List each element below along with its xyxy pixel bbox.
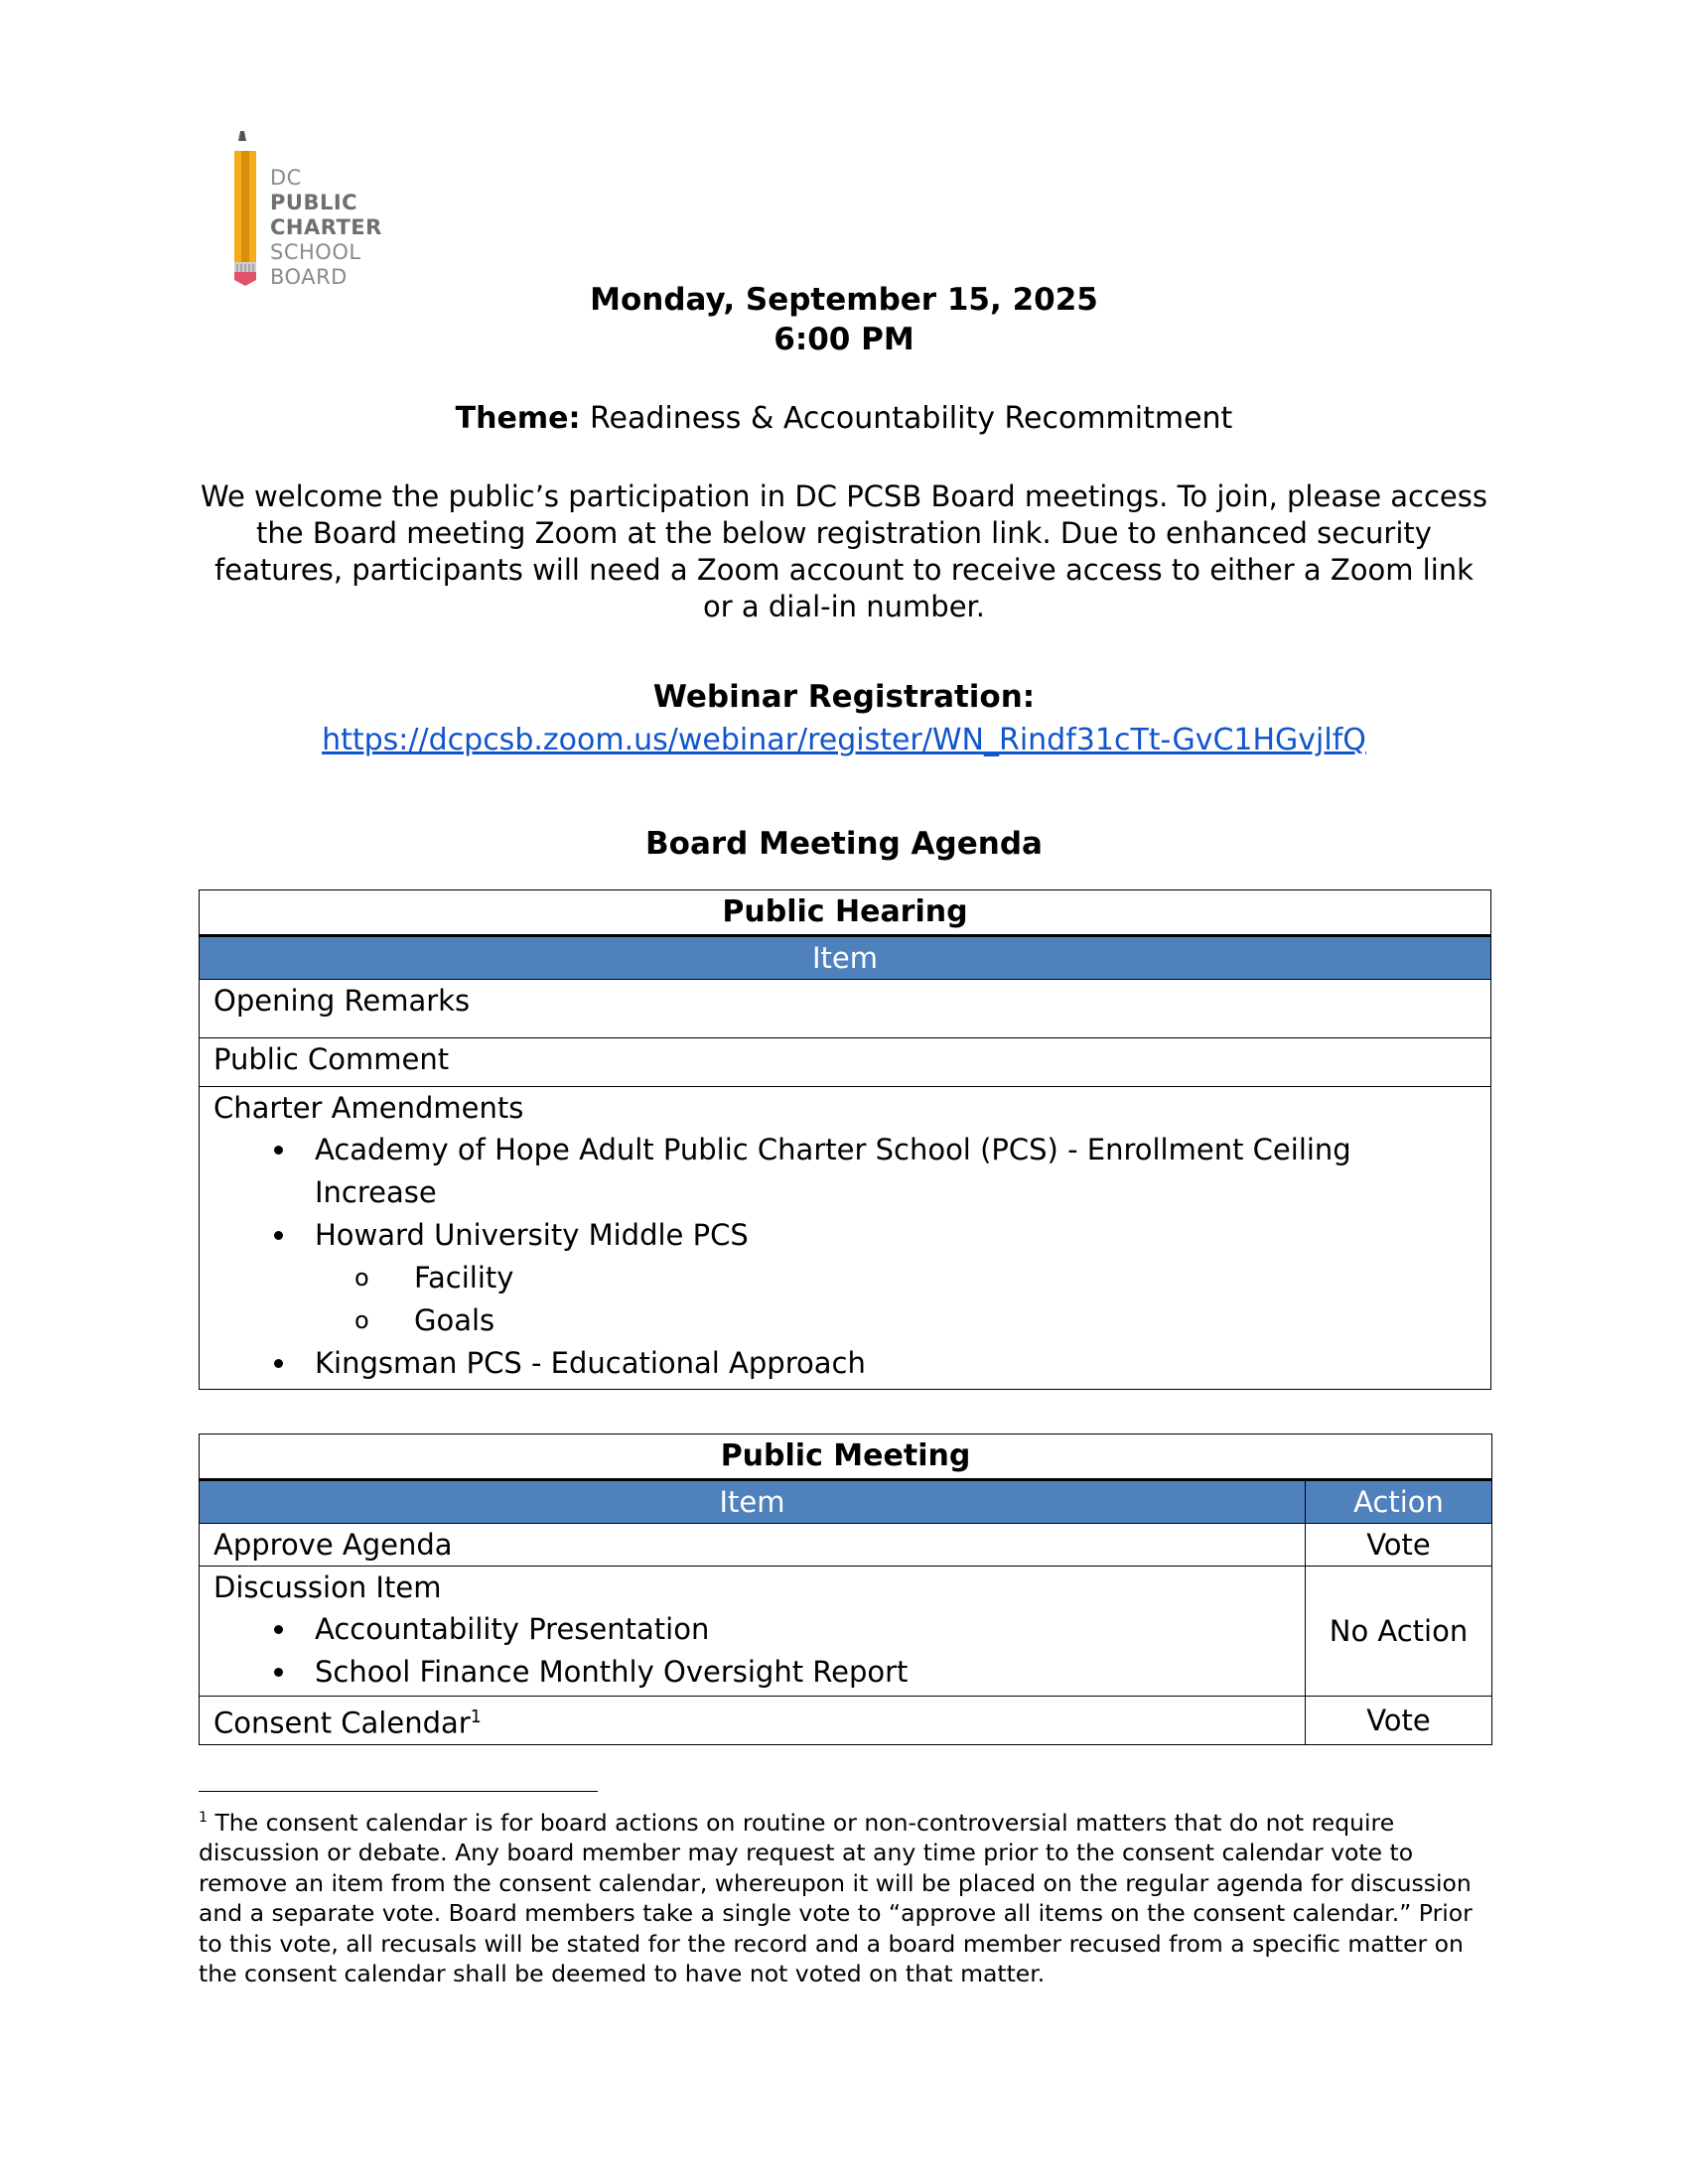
meeting-time: 6:00 PM [774,322,914,357]
list-item: • Kingsman PCS - Educational Approach [299,1342,1477,1385]
charter-amendments-list [213,1129,1477,1385]
pencil-icon [228,131,268,295]
logo-line-charter: CHARTER [270,215,382,239]
table-row-approve-agenda: Approve Agenda [200,1524,1306,1567]
public-meeting-action-header: Action [1306,1480,1492,1524]
theme-value: Readiness & Accountability Recommitment [580,401,1233,436]
logo-line-dc: DC [270,166,302,190]
theme-label: Theme: [455,401,581,436]
howard-sublist [315,1257,1477,1342]
footnote-separator [199,1791,598,1792]
public-hearing-table [199,889,1491,1390]
footnote-reference[interactable]: 1 [470,1707,482,1727]
registration-link[interactable]: https://dcpcsb.zoom.us/webinar/register/WN_Rindf31cTt-GvC1HGvjlfQ [322,723,1366,757]
table-row-opening-remarks: Opening Remarks [200,980,1491,1038]
public-hearing-item-header: Item [200,936,1491,980]
table-row-consent-calendar [200,1697,1306,1745]
sub-list-item: o Facility [398,1257,1477,1299]
public-meeting-item-header: Item [200,1480,1306,1524]
table-row-discussion-item [200,1567,1306,1697]
list-item [299,1214,1477,1342]
public-meeting-title: Public Meeting [200,1434,1492,1480]
intro-paragraph: We welcome the public’s participation in DC PCSB Board meetings. To join, please access the Board meeting Zoom at the below registration link. Due to enhanced security features, participants will need a Zoom account to receive access to either a Zoom link or a dial-in number. [201,479,1487,623]
logo-line-public: PUBLIC [270,191,358,214]
consent-calendar-action: Vote [1306,1697,1492,1745]
sub-list-item: o Goals [398,1299,1477,1342]
charter-amendments-label: Charter Amendments [213,1091,524,1125]
public-hearing-title: Public Hearing [200,890,1491,936]
registration-link-line [0,723,1688,757]
list-item: • Accountability Presentation [299,1608,1291,1651]
footnote-text: The consent calendar is for board actions on routine or non-controversial matters that do not require discussion or debate. Any board member may request at any time prior to the consent calendar vote to remove an item from the consent calendar, whereupon it will be placed on the regular agenda for discussion and a separate vote. Board members take a single vote to “approve all items on the consent calendar.” Prior to this vote, all recusals will be stated for the record and a board member recused from a specific matter on the consent calendar shall be deemed to have not voted on that matter. [199,1808,1473,1988]
table-row-public-comment: Public Comment [200,1038,1491,1087]
registration-heading: Webinar Registration: [652,679,1036,715]
discussion-item-action: No Action [1306,1567,1492,1697]
table-row-charter-amendments [200,1087,1491,1390]
list-item: • School Finance Monthly Oversight Report [299,1651,1291,1694]
agenda-title: Board Meeting Agenda [645,826,1043,862]
approve-agenda-action: Vote [1306,1524,1492,1567]
logo-line-school: SCHOOL [270,240,361,264]
discussion-item-list [213,1608,1291,1694]
footnote-marker: 1 [199,1810,208,1826]
meeting-date: Monday, September 15, 2025 [590,282,1098,318]
discussion-item-label: Discussion Item [213,1570,442,1604]
logo-line-board: BOARD [270,265,348,289]
theme-line [0,401,1688,436]
consent-calendar-label: Consent Calendar [213,1706,471,1740]
dc-pcsb-logo [228,131,397,295]
list-item: • Academy of Hope Adult Public Charter School (PCS) - Enrollment Ceiling Increase [299,1129,1477,1214]
public-meeting-table [199,1433,1492,1745]
list-item-label: Howard University Middle PCS [315,1218,749,1252]
footnote [199,1803,1491,1989]
